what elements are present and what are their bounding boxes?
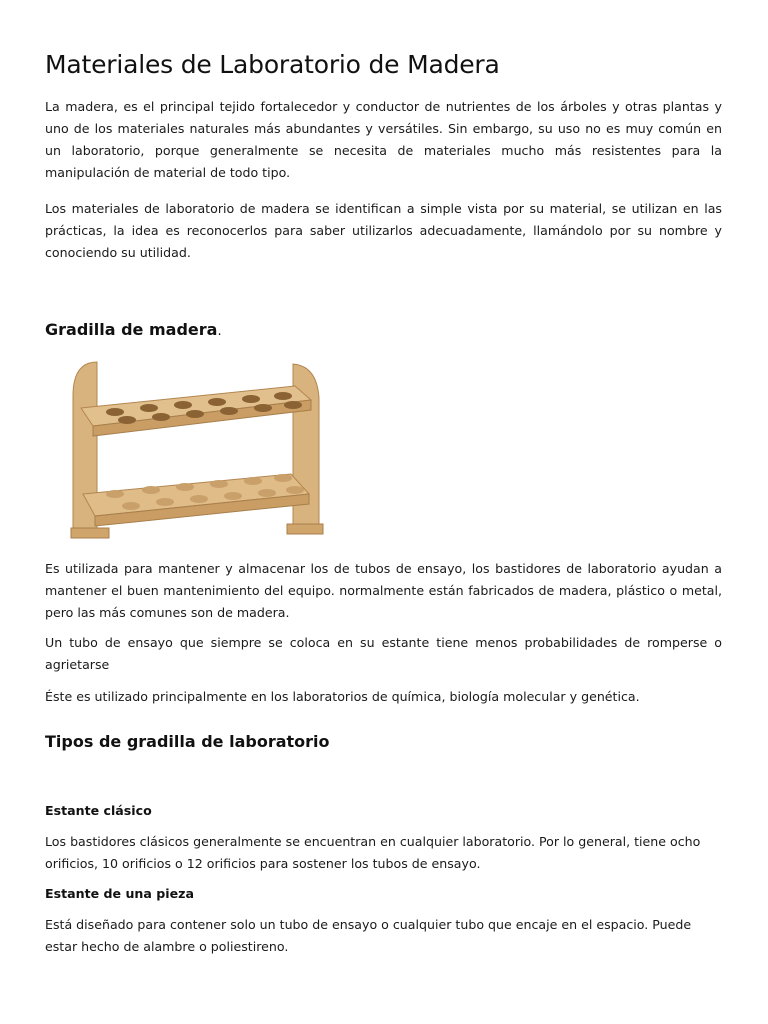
- estante-pieza-text: Está diseñado para contener solo un tubo de ensayo o cualquier tubo que encaje en el espacio. Puede estar hecho de alambre o poliestireno.: [45, 917, 692, 954]
- gradilla-heading-text: Gradilla de madera: [45, 320, 218, 339]
- gradilla-heading: [45, 320, 222, 339]
- estante-clasico-heading: Estante clásico: [45, 803, 152, 818]
- gradilla-paragraph-1: Es utilizada para mantener y almacenar los de tubos de ensayo, los bastidores de laboratorio ayudan a mantener el buen mantenimiento del equipo. normalmente están fabricados de madera, plástico o metal, pero las más comunes son de madera.: [45, 561, 722, 620]
- gradilla-heading-suffix: .: [217, 324, 222, 339]
- page-title: Materiales de Laboratorio de Madera: [45, 50, 500, 79]
- gradilla-paragraph-3: Éste es utilizado principalmente en los laboratorios de química, biología molecular y genética.: [45, 689, 640, 704]
- tipos-heading: Tipos de gradilla de laboratorio: [45, 732, 330, 751]
- intro-paragraph-1: La madera, es el principal tejido fortalecedor y conductor de nutrientes de los árboles y otras plantas y uno de los materiales naturales más abundantes y versátiles. Sin embargo, su uso no es muy común en un laboratorio, porque generalmente se necesita de materiales mucho más resistentes para la manipulación de material de todo tipo.: [45, 99, 722, 180]
- estante-pieza-heading: Estante de una pieza: [45, 886, 194, 901]
- gradilla-paragraph-2: Un tubo de ensayo que siempre se coloca en su estante tiene menos probabilidades de romperse o agrietarse: [45, 635, 722, 672]
- wooden-test-tube-rack-image: [55, 356, 327, 542]
- intro-paragraph-2: Los materiales de laboratorio de madera se identifican a simple vista por su material, se utilizan en las prácticas, la idea es reconocerlos para saber utilizarlos adecuadamente, llamándolo por su nombre y conociendo su utilidad.: [45, 201, 722, 260]
- estante-clasico-text: Los bastidores clásicos generalmente se encuentran en cualquier laboratorio. Por lo general, tiene ocho orificios, 10 orificios o 12 orificios para sostener los tubos de ensayo.: [45, 834, 701, 871]
